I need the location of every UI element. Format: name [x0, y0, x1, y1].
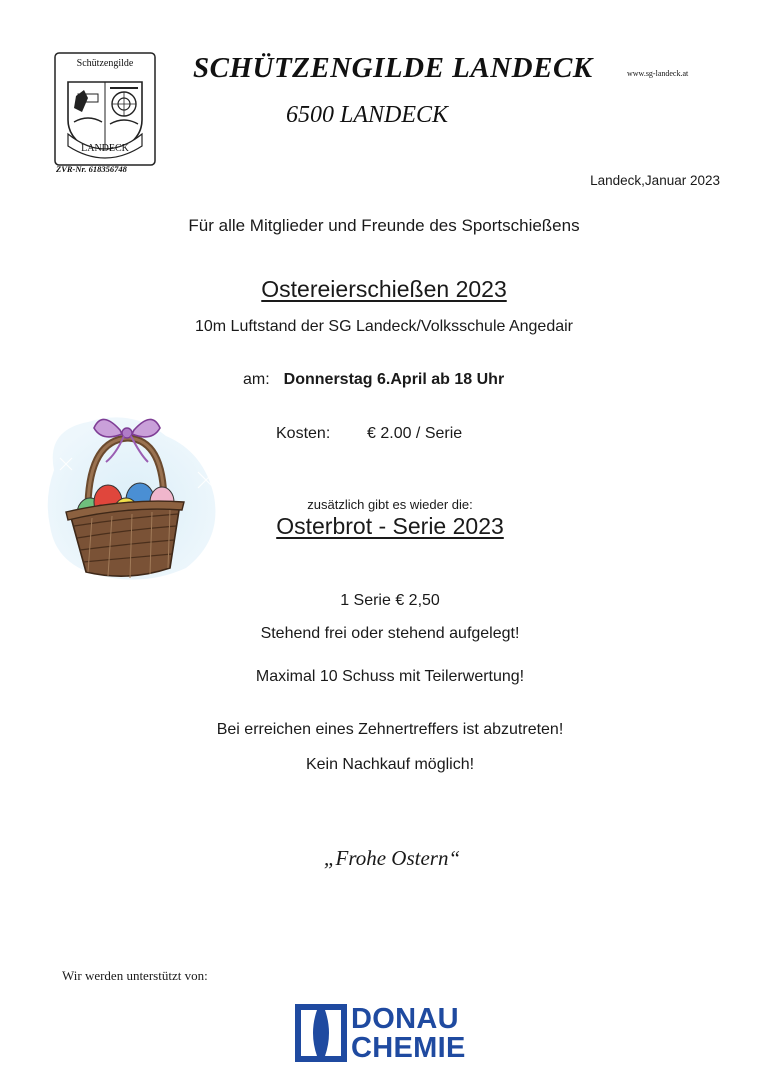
easter-greeting: „Frohe Ostern“: [323, 846, 461, 870]
event-venue: 10m Luftstand der SG Landeck/Volksschule Angedair: [194, 318, 573, 335]
easter-basket-illustration: [36, 400, 232, 586]
event-date-value: Donnerstag 6.April ab 18 Uhr: [283, 371, 505, 388]
bread-series-note: zusätzlich gibt es wieder die:: [307, 497, 473, 512]
club-city: 6500 LANDECK: [286, 102, 449, 128]
sponsor-text: Wir werden unterstützt von:: [62, 968, 208, 983]
registration-number: ZVR-Nr. 618356748: [56, 164, 127, 174]
bread-series-shots: Maximal 10 Schuss mit Teilerwertung!: [255, 668, 525, 685]
date-line: Landeck,Januar 2023: [590, 173, 720, 188]
intro-text: Für alle Mitglieder und Freunde des Sportschießens: [188, 216, 580, 235]
website-link[interactable]: www.sg-landeck.at: [627, 69, 689, 78]
event-cost-row: [276, 425, 462, 443]
crest-banner-text: Schützengilde: [76, 58, 134, 69]
event-date-row: [243, 371, 504, 389]
sponsor-logo-word-1: DONAU: [351, 1003, 459, 1035]
bread-series-rule: Bei erreichen eines Zehnertreffers ist abzutreten!: [216, 721, 564, 738]
sponsor-logo-mark-icon: [295, 1004, 347, 1062]
club-crest-logo: [54, 52, 156, 166]
sponsor-logo-donau-chemie: [293, 1002, 481, 1064]
bread-series-no-rebuy: Kein Nachkauf möglich!: [305, 756, 475, 773]
bread-series-title: Osterbrot - Serie 2023: [276, 513, 504, 539]
bread-series-price: 1 Serie € 2,50: [340, 592, 440, 609]
club-name-heading: SCHÜTZENGILDE LANDECK: [193, 52, 593, 84]
sponsor-logo-word-2: CHEMIE: [351, 1032, 466, 1064]
event-cost-value: € 2.00 / Serie: [367, 425, 463, 442]
event-date-label: am:: [243, 371, 270, 388]
event-title: Ostereierschießen 2023: [261, 276, 507, 302]
bread-series-stance: Stehend frei oder stehend aufgelegt!: [260, 625, 520, 642]
crest-scroll-text: LANDECK: [81, 143, 129, 154]
event-cost-label: Kosten:: [276, 425, 331, 442]
